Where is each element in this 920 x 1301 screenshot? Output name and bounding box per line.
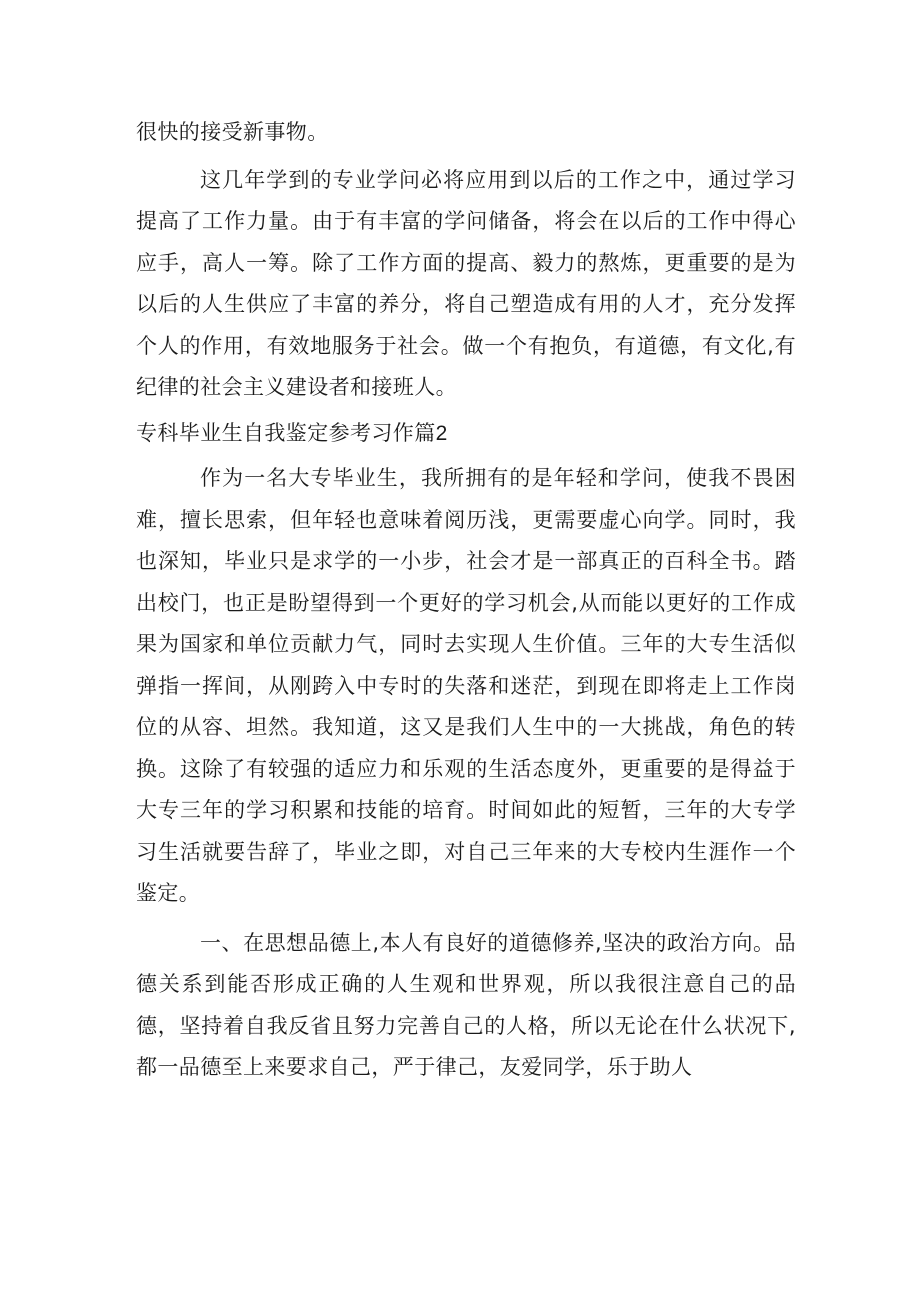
paragraph-continuation: 很快的接受新事物。 <box>136 120 329 144</box>
paragraph-moral-character: 一、在思想品德上,本人有良好的道德修养,坚决的政治方向。品德关系到能否形成正确的人生观和世界观，所以我很注意自己的品德，坚持着自我反省且努力完善自己的人格，所以无论在什么状况下,都一品德至上来要求自己，严于律己，友爱同学，乐于助人 <box>136 930 796 1079</box>
document-body <box>136 112 796 1089</box>
paragraph-graduate-intro: 作为一名大专毕业生，我所拥有的是年轻和学问，使我不畏困难，擅长思索，但年轻也意味着阅历浅，更需要虚心向学。同时，我也深知，毕业只是求学的一小步，社会才是一部真正的百科全书。踏出校门，也正是盼望得到一个更好的学习机会,从而能以更好的工作成果为国家和单位贡献力气，同时去实现人生价值。三年的大专生活似弹指一挥间，从刚跨入中专时的失落和迷茫，到现在即将走上工作岗位的从容、坦然。我知道，这又是我们人生中的一大挑战，角色的转换。这除了有较强的适应力和乐观的生活态度外，更重要的是得益于大专三年的学习积累和技能的培育。时间如此的短暂，三年的大专学习生活就要告辞了，毕业之即，对自己三年来的大专校内生涯作一个鉴定。 <box>136 466 796 905</box>
paragraph-professional-knowledge: 这几年学到的专业学问必将应用到以后的工作之中，通过学习提高了工作力量。由于有丰富的学问储备，将会在以后的工作中得心应手，高人一筹。除了工作方面的提高、毅力的熬炼，更重要的是为以后的人生供应了丰富的养分，将自己塑造成有用的人才，充分发挥个人的作用，有效地服务于社会。做一个有抱负，有道德，有文化,有纪律的社会主义建设者和接班人。 <box>136 167 796 399</box>
section-heading: 专科毕业生自我鉴定参考习作篇2 <box>136 421 448 445</box>
